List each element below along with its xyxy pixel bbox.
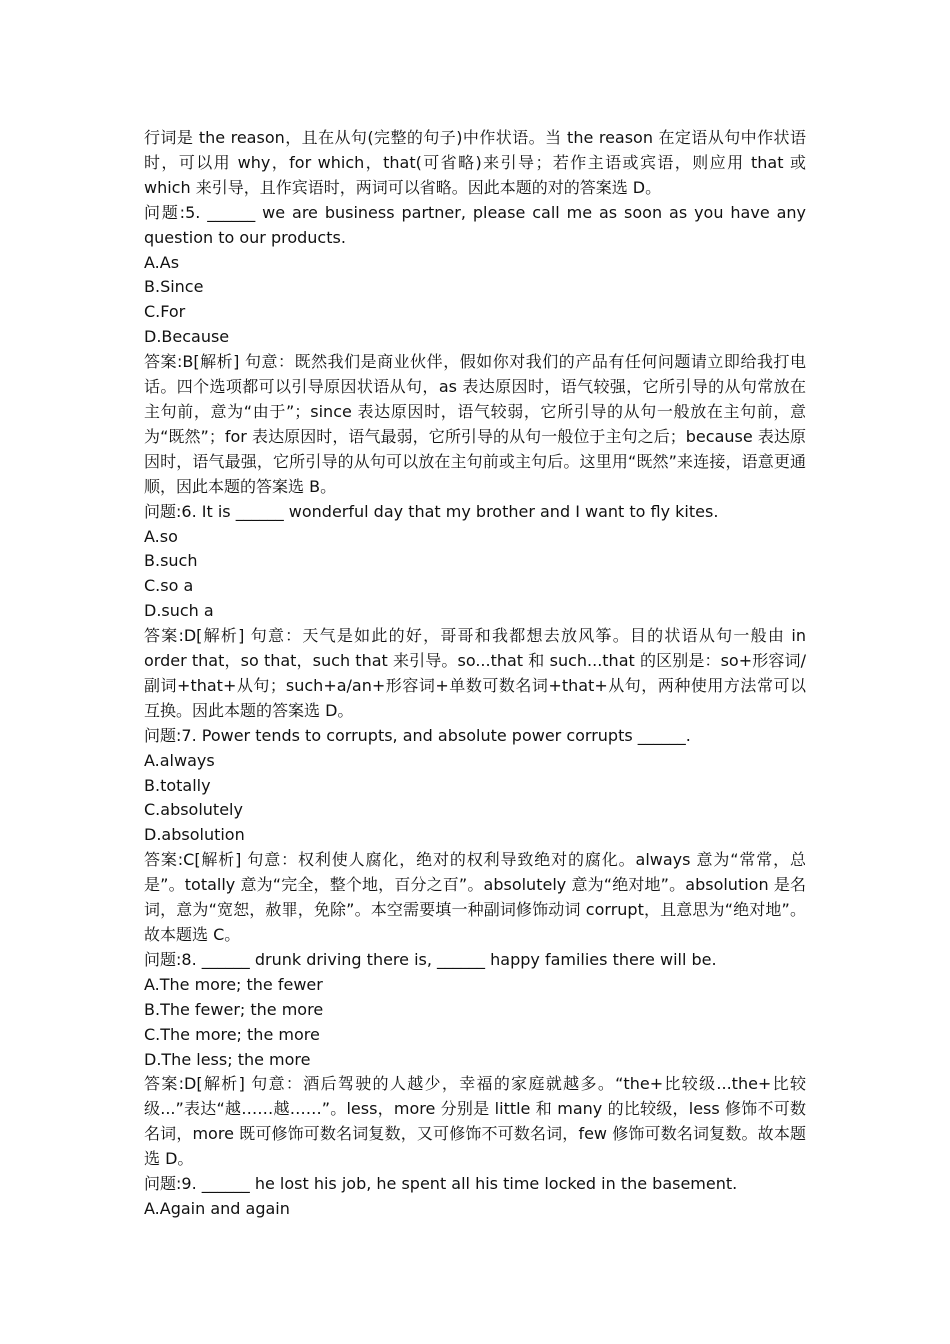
question-stem: 问题:5. ______ we are business partner, please call me as soon as you have any question to our products.	[144, 202, 806, 247]
option-b: B.The fewer; the more	[144, 999, 324, 1019]
question-block-8	[144, 948, 806, 1172]
question-stem: 问题:6. It is ______ wonderful day that my brother and I want to fly kites.	[144, 501, 719, 521]
option-a: A.Again and again	[144, 1198, 290, 1218]
option-a: A.As	[144, 252, 180, 272]
option-a: A.so	[144, 526, 178, 546]
option-c: C.absolutely	[144, 800, 243, 820]
option-a: A.The more; the fewer	[144, 974, 323, 994]
question-block-7	[144, 724, 806, 948]
option-c: C.so a	[144, 576, 194, 596]
option-c: C.The more; the more	[144, 1024, 320, 1044]
option-b: B.such	[144, 551, 198, 571]
answer-explanation: 答案:D[解析] 句意：酒后驾驶的人越少，幸福的家庭就越多。“the+比较级...the+比较级...”表达“越……越……”。less，more 分别是 little 和 many 的比较级，less 修饰不可数名词，more 既可修饰可数名词复数，又可修饰不可数名词，few 修饰可数名词复数。故本题选 D。	[144, 1074, 806, 1169]
intro-paragraph: 行词是 the reason，且在从句(完整的句子)中作状语。当 the reason 在定语从句中作状语时，可以用 why，for which，that(可省略)来引导；若作主语或宾语，则应用 that 或 which 来引导，且作宾语时，两词可以省略。因此本题的对的答案选 D。	[144, 128, 806, 197]
question-block-5	[144, 201, 806, 500]
option-a: A.always	[144, 750, 215, 770]
answer-explanation: 答案:D[解析] 句意：天气是如此的好，哥哥和我都想去放风筝。目的状语从句一般由 in order that，so that，such that 来引导。so...that 和 such...that 的区别是：so+形容词/副词+that+从句；such+a/an+形容词+单数可数名词+that+从句，两种使用方法常可以互换。因此本题的答案选 D。	[144, 626, 806, 720]
option-b: B.Since	[144, 277, 204, 297]
question-block-6	[144, 500, 806, 724]
question-stem: 问题:9. ______ he lost his job, he spent all his time locked in the basement.	[144, 1174, 738, 1194]
question-block-9	[144, 1172, 806, 1222]
question-stem: 问题:7. Power tends to corrupts, and absolute power corrupts ______.	[144, 725, 691, 745]
option-b: B.totally	[144, 775, 211, 795]
question-stem: 问题:8. ______ drunk driving there is, ______ happy families there will be.	[144, 949, 717, 969]
option-d: D.The less; the more	[144, 1049, 311, 1069]
option-c: C.For	[144, 302, 186, 322]
option-d: D.such a	[144, 601, 214, 621]
answer-explanation: 答案:B[解析] 句意：既然我们是商业伙伴，假如你对我们的产品有任何问题请立即给我打电话。四个选项都可以引导原因状语从句，as 表达原因时，语气较强，它所引导的从句常放在主句前，意为“由于”；since 表达原因时，语气较弱，它所引导的从句一般放在主句前，意为“既然”；for 表达原因时，语气最弱，它所引导的从句一般位于主句之后；because 表达原因时，语气最强，它所引导的从句可以放在主句前或主句后。这里用“既然”来连接，语意更通顺，因此本题的答案选 B。	[144, 352, 806, 496]
option-d: D.Because	[144, 327, 230, 347]
answer-explanation: 答案:C[解析] 句意：权利使人腐化，绝对的权利导致绝对的腐化。always 意为“常常，总是”。totally 意为“完全，整个地，百分之百”。absolutely 意为“绝对地”。absolution 是名词，意为“宽恕，赦罪，免除”。本空需要填一种副词修饰动词 corrupt，且意思为“绝对地”。故本题选 C。	[144, 850, 806, 944]
document-page	[144, 126, 806, 1222]
option-d: D.absolution	[144, 825, 245, 845]
